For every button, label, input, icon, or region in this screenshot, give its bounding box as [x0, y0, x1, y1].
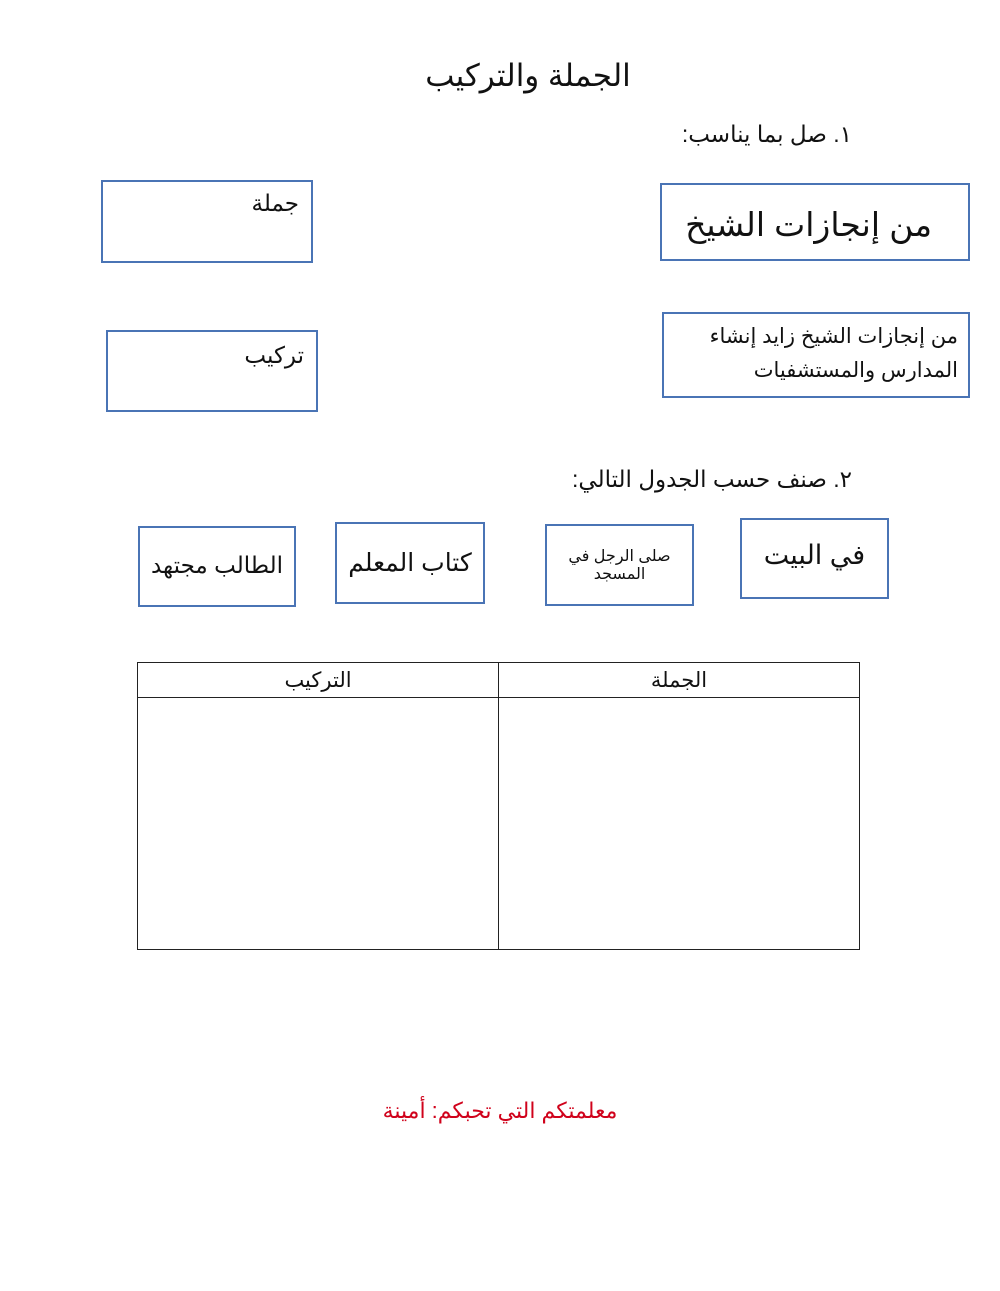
question-1-label: ١. صل بما يناسب: [681, 121, 852, 147]
match-box-sentence-text: جملة [251, 190, 299, 216]
drag-item-fi-albayt[interactable] [740, 518, 889, 599]
table-header-phrase: التركيب [138, 663, 499, 698]
match-box-phrase[interactable] [106, 330, 318, 412]
match-box-achievements-long-text: من إنجازات الشيخ زايد إنشاء المدارس والمستشفيات [709, 325, 958, 382]
match-box-achievements-short-text: من إنجازات الشيخ [685, 206, 932, 243]
match-box-achievements-short[interactable] [660, 183, 970, 261]
drag-item-text: الطالب مجتهد [150, 552, 284, 578]
drag-item-text: كتاب المعلم [348, 549, 472, 577]
table-header-row [138, 663, 860, 698]
match-box-phrase-text: تركيب [244, 342, 304, 368]
drag-item-text: صلى الرجل في المسجد [568, 548, 671, 583]
table-drop-row [138, 698, 860, 950]
match-box-sentence[interactable] [101, 180, 313, 263]
classification-table [137, 662, 860, 950]
teacher-signature: معلمتكم التي تحبكم: أمينة [382, 1098, 618, 1123]
drag-item-altalib-mujtahid[interactable] [138, 526, 296, 607]
match-box-achievements-long[interactable] [662, 312, 970, 398]
drop-zone-phrase[interactable] [138, 698, 499, 950]
question-2-label: ٢. صنف حسب الجدول التالي: [572, 466, 852, 492]
table-header-sentence: الجملة [499, 663, 860, 698]
drag-item-kitab-almualim[interactable] [335, 522, 485, 604]
drag-item-salla-alrajul[interactable] [545, 524, 694, 606]
drag-item-text: في البيت [763, 540, 866, 570]
page-title: الجملة والتركيب [425, 58, 631, 93]
drop-zone-sentence[interactable] [499, 698, 860, 950]
